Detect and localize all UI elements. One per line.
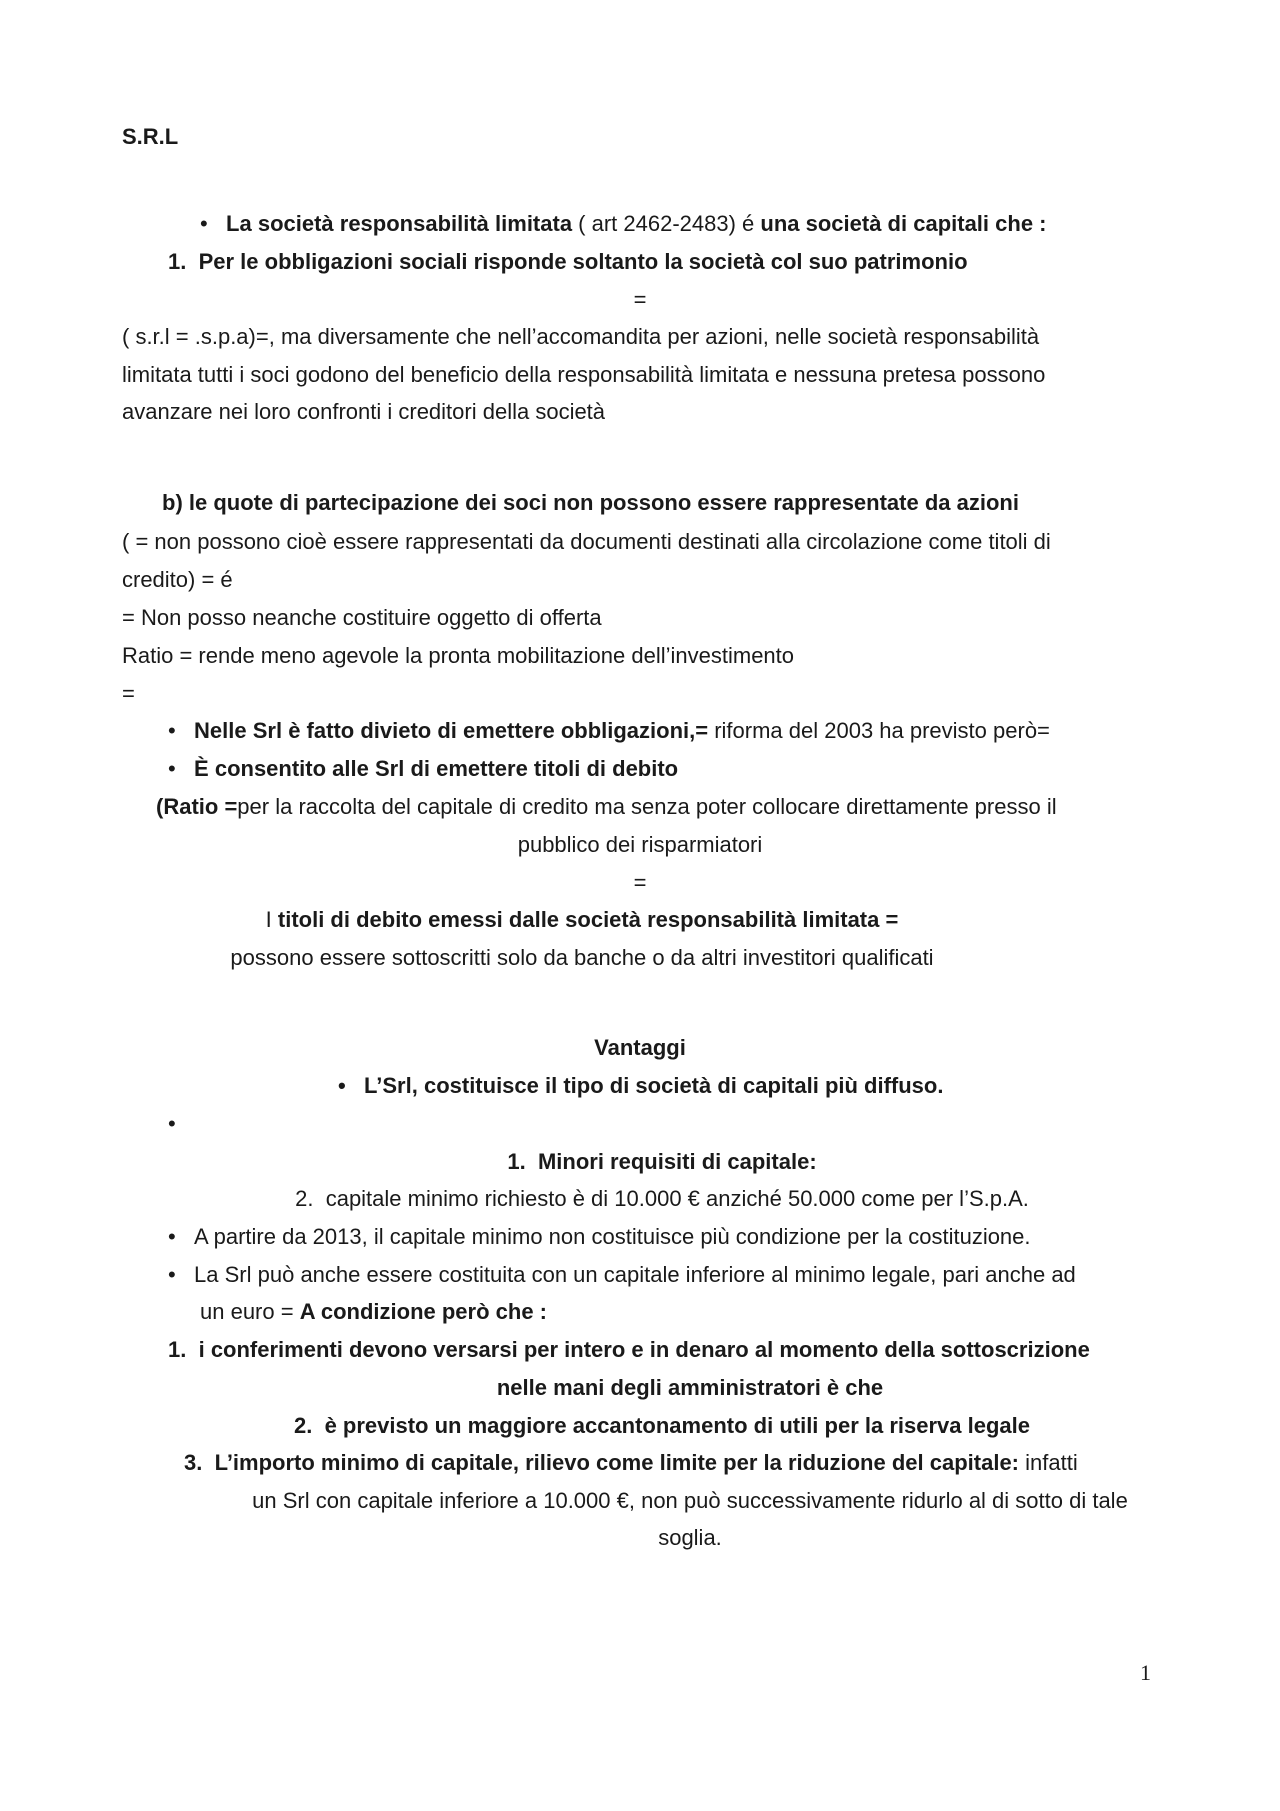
document-title: S.R.L [122,124,179,149]
bullet-icon: • [338,1073,346,1098]
condition-1-number: 1. [168,1337,187,1362]
vantaggi-item-1-text: Minori requisiti di capitale: [537,1149,817,1174]
condition-3-bold: L’importo minimo di capitale, rilievo come limite per la riduzione del capitale: [214,1450,1020,1475]
para1-line-3: avanzare nei loro confronti i creditori della società [122,399,606,424]
vantaggi-bullet-3-normal: un euro = [200,1299,300,1324]
titoli-line-1 [122,905,1042,935]
equals-sign: = [633,870,647,895]
condition-3-number: 3. [184,1450,203,1475]
ratio-line-2: pubblico dei risparmiatori [517,832,763,857]
condition-3 [184,1448,1078,1478]
bullet-debito [168,754,678,784]
para2-line-2: credito) = é [122,567,233,592]
equals-sign: = [633,287,647,312]
condition-2-text: è previsto un maggiore accantonamento di utili per la riserva legale [324,1413,1031,1438]
point-1-text: Per le obbligazioni sociali risponde soltanto la società col suo patrimonio [198,249,968,274]
para1-line-2: limitata tutti i soci godono del beneficio della responsabilità limitata e nessuna pretesa possono [122,362,1046,387]
vantaggi-bullet-2-text: A partire da 2013, il capitale minimo non costituisce più condizione per la costituzione. [194,1224,1031,1249]
para1-line-1: ( s.r.l = .s.p.a)=, ma diversamente che nell’accomandita per azioni, nelle società responsabilità [122,324,1040,349]
condition-2-number: 2. [293,1413,313,1438]
vantaggi-item-2-number: 2. [295,1186,314,1211]
para2-line-4: Ratio = rende meno agevole la pronta mobilitazione dell’investimento [122,643,795,668]
vantaggi-bullet-1-text: L’Srl, costituisce il tipo di società di capitali più diffuso. [364,1073,944,1098]
bullet-icon: • [168,718,176,743]
condition-1 [168,1335,1090,1365]
bullet-debito-text: È consentito alle Srl di emettere titoli di debito [194,756,679,781]
point-1 [168,247,968,277]
vantaggi-bullet-1 [338,1071,943,1101]
ratio-line-1 [156,792,1057,822]
condition-1-line-1: i conferimenti devono versarsi per intero e in denaro al momento della sottoscrizione [198,1337,1090,1362]
intro-bold-subject: La società responsabilità limitata [226,211,573,236]
point-1-number: 1. [168,249,187,274]
titoli-line-2: possono essere sottoscritti solo da banche o da altri investitori qualificati [230,945,934,970]
condition-3-normal: infatti [1019,1450,1078,1475]
vantaggi-bullet-3 [168,1260,1076,1290]
empty-bullet [168,1109,176,1139]
bullet-icon: • [200,211,208,236]
intro-article-ref: ( art 2462-2483) é [572,211,761,236]
para2-line-1: ( = non possono cioè essere rappresentati da documenti destinati alla circolazione come titoli di [122,529,1051,554]
vantaggi-item-2 [122,1184,1202,1214]
titoli-prefix: I [265,907,278,932]
vantaggi-bullet-3-bold: A condizione però che : [299,1299,548,1324]
vantaggi-item-1-number: 1. [507,1149,526,1174]
titoli-bold: titoli di debito emessi dalle società responsabilità limitata = [277,907,899,932]
condition-2 [122,1411,1202,1441]
vantaggi-heading: Vantaggi [594,1035,686,1060]
condition-3-line-3: soglia. [658,1525,722,1550]
condition-1-line-2: nelle mani degli amministratori è che [496,1375,884,1400]
vantaggi-bullet-3-line-2 [200,1297,547,1327]
bullet-icon: • [168,1262,176,1287]
vantaggi-bullet-3-line-1: La Srl può anche essere costituita con un capitale inferiore al minimo legale, pari anche ad [194,1262,1076,1287]
intro-bold-predicate: una società di capitali che : [760,211,1047,236]
ratio-text: per la raccolta del capitale di credito ma senza poter collocare direttamente presso il [237,794,1057,819]
condition-3-line-2: un Srl con capitale inferiore a 10.000 €, non può successivamente ridurlo al di sotto di tale [252,1488,1128,1513]
para2-line-3: = Non posso neanche costituire oggetto di offerta [122,605,602,630]
vantaggi-item-2-text: capitale minimo richiesto è di 10.000 € anziché 50.000 come per l’S.p.A. [325,1186,1029,1211]
ratio-label: (Ratio = [156,794,238,819]
bullet-srl-bold: Nelle Srl è fatto divieto di emettere obbligazioni,= [194,718,709,743]
vantaggi-item-1 [122,1147,1202,1177]
vantaggi-bullet-2 [168,1222,1031,1252]
intro-bullet-line [200,209,1047,239]
bullet-icon: • [168,1224,176,1249]
bullet-srl [168,716,1050,746]
bullet-icon: • [168,1111,176,1136]
bullet-icon: • [168,756,176,781]
bullet-srl-normal: riforma del 2003 ha previsto però= [708,718,1050,743]
para2-line-5: = [122,681,135,706]
point-b: b) le quote di partecipazione dei soci non possono essere rappresentate da azioni [162,490,1019,515]
page-number: 1 [1140,1660,1151,1685]
